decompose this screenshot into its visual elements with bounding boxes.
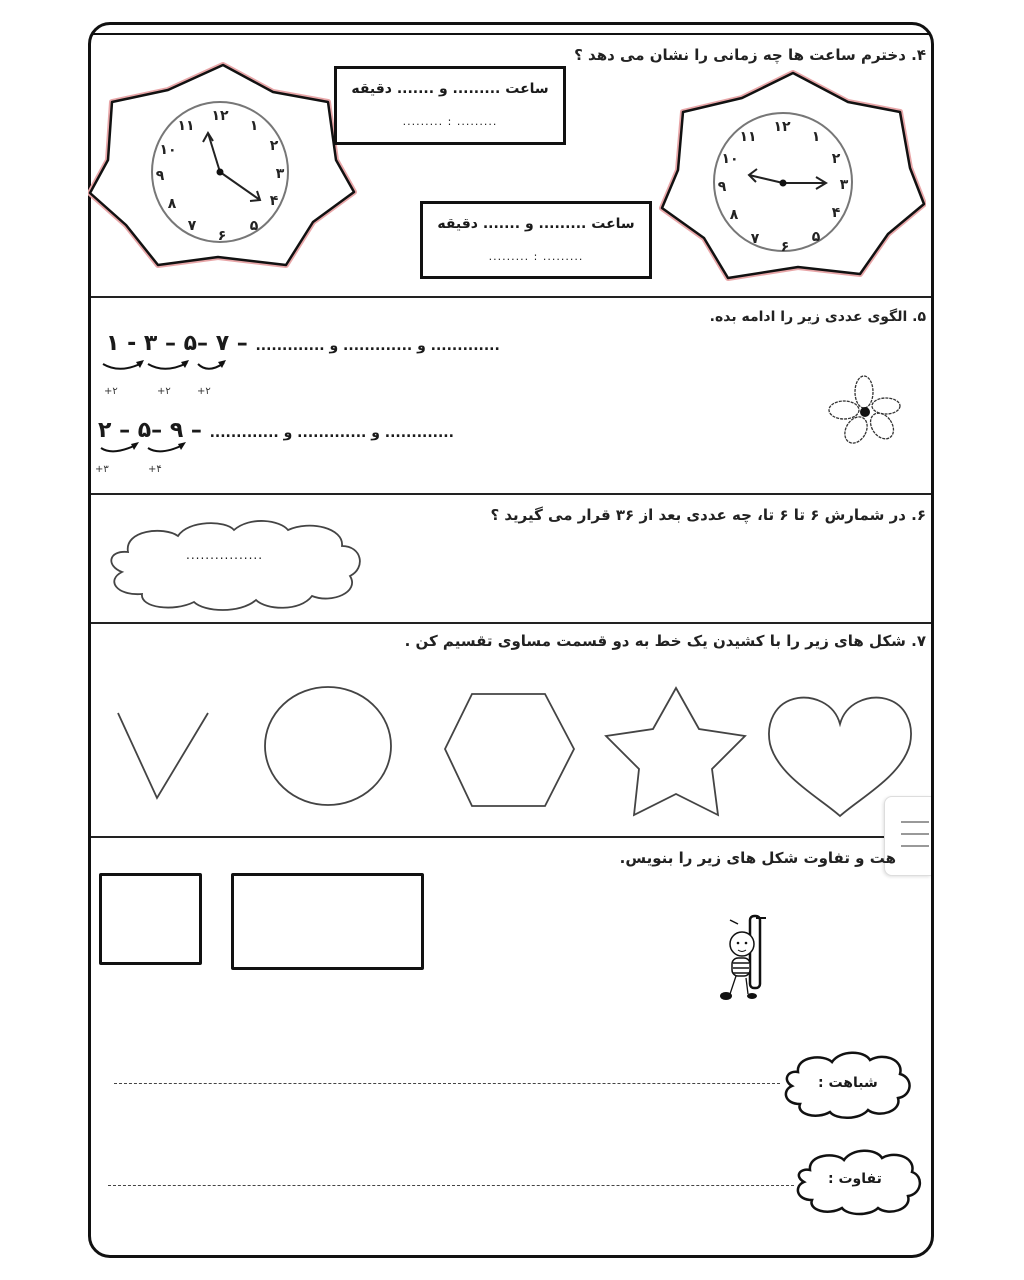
pattern-1: [106, 331, 500, 356]
question-5-title: ۵. الگوی عددی زیر را ادامه بده.: [709, 309, 926, 325]
pattern-2-step-2: +۴: [148, 464, 162, 475]
hexagon-shape: [445, 694, 574, 806]
difference-answer-line[interactable]: [108, 1185, 794, 1186]
difference-label: تفاوت :: [828, 1171, 882, 1187]
pattern-1-step-2: +۲: [157, 386, 171, 397]
svg-text:١٠: ١٠: [159, 142, 177, 158]
answer-box-bottom-line1: ساعت ......... و ....... دقیقه: [437, 216, 635, 232]
flower-icon: [826, 374, 902, 446]
svg-text:۶: ۶: [780, 239, 790, 253]
svg-text:١٢: ١٢: [211, 108, 229, 124]
svg-text:٨: ٨: [729, 207, 739, 223]
question-8-title: هت و تفاوت شکل های زیر را بنویس.: [619, 849, 896, 867]
svg-text:٧: ٧: [187, 218, 197, 234]
child-with-pencil-illustration: [712, 908, 782, 1010]
answer-cloud: [104, 516, 364, 612]
svg-text:٢: ٢: [831, 151, 841, 167]
svg-text:۴: ۴: [831, 205, 841, 221]
answer-box-bottom-line2: ......... : .........: [488, 250, 584, 263]
rectangle-shape: [231, 873, 424, 970]
section-divider-1: [91, 296, 931, 298]
q7-shapes: [90, 680, 930, 825]
pattern-1-numbers: ۱ - ۳ – ۵– ۷ –: [106, 331, 248, 356]
svg-text:١١: ١١: [177, 118, 195, 134]
svg-text:۶: ۶: [217, 228, 227, 244]
svg-text:٣: ٣: [275, 166, 285, 182]
svg-text:٩: ٩: [717, 179, 727, 195]
svg-text:١: ١: [811, 129, 821, 145]
square-shape: [99, 873, 202, 965]
svg-text:٣: ٣: [839, 177, 849, 193]
pattern-1-step-1: +۲: [104, 386, 118, 397]
answer-box-top-line1: ساعت ......... و ....... دقیقه: [351, 81, 549, 97]
svg-text:٧: ٧: [750, 231, 760, 247]
left-clock-face: [150, 100, 290, 245]
pattern-2-numbers: ۲ – ۵– ۹ –: [98, 418, 202, 443]
q6-answer-blank[interactable]: ................: [186, 548, 264, 562]
pattern-2-step-arrows: [98, 440, 198, 460]
answer-box-top-line2: ......... : .........: [402, 115, 498, 128]
svg-text:١: ١: [249, 118, 259, 134]
question-6-title: ۶. در شمارش ۶ تا ۶ تا، چه عددی بعد از ۳۶ قرار می گیرید ؟: [490, 506, 926, 524]
circle-shape: [265, 687, 391, 805]
section-divider-2: [91, 493, 931, 495]
svg-text:۵: ۵: [249, 218, 259, 234]
top-rule: [92, 33, 930, 35]
svg-text:٩: ٩: [155, 168, 165, 184]
right-clock-face: [712, 111, 854, 253]
pattern-1-blanks[interactable]: ............. و ............. و .............: [255, 338, 500, 354]
pattern-2-step-1: +۳: [95, 464, 109, 475]
svg-text:٢: ٢: [269, 138, 279, 154]
section-divider-4: [91, 836, 931, 838]
svg-text:۵: ۵: [811, 229, 821, 245]
v-shape: [118, 713, 208, 798]
section-divider-3: [91, 622, 931, 624]
question-4-title: ۴. دخترم ساعت ها چه زمانی را نشان می دهد ؟: [574, 46, 926, 64]
svg-text:١٢: ١٢: [773, 119, 791, 135]
similarity-label: شباهت :: [818, 1075, 878, 1091]
star-shape: [606, 688, 745, 815]
svg-text:۴: ۴: [269, 193, 279, 209]
svg-text:١١: ١١: [739, 129, 757, 145]
answer-box-top[interactable]: [334, 66, 566, 145]
svg-text:٨: ٨: [167, 196, 177, 212]
pattern-1-step-arrows: [100, 358, 240, 378]
svg-text:١٠: ١٠: [721, 151, 739, 167]
pattern-1-step-3: +۲: [197, 386, 211, 397]
pattern-2-blanks[interactable]: ............. و ............. و .............: [209, 425, 454, 441]
similarity-answer-line[interactable]: [114, 1083, 780, 1084]
answer-box-bottom[interactable]: [420, 201, 652, 279]
question-7-title: ۷. شکل های زیر را با کشیدن یک خط به دو قسمت مساوی تقسیم کن .: [404, 632, 926, 650]
